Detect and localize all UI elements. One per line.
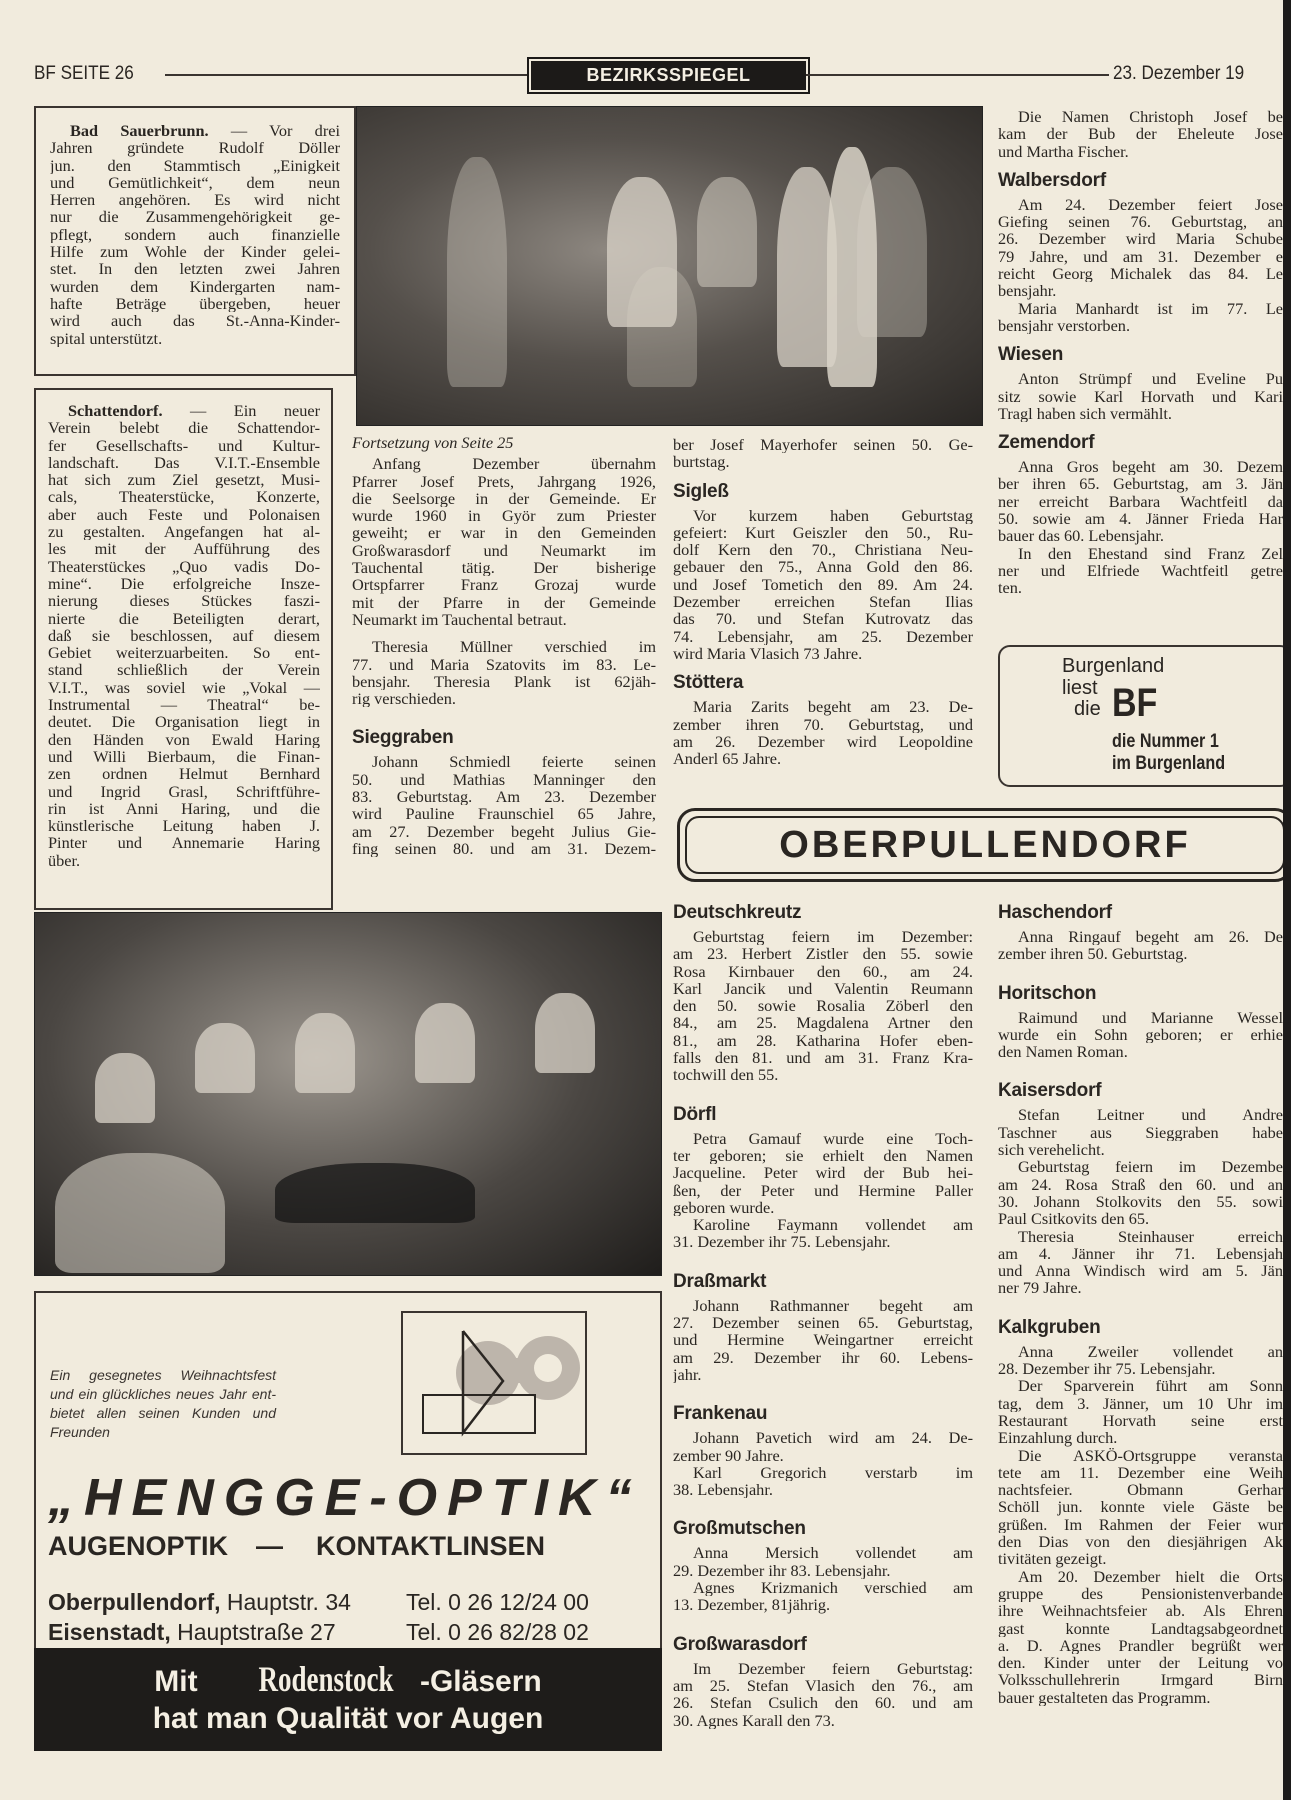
text-line: Karl Gregorich verstarb im [693,1463,973,1482]
text-line: tivitäten gezeigt. [998,1550,1107,1568]
text-line: Der Sparverein führt am Sonn [1018,1377,1283,1395]
page-binding-edge [1283,0,1291,1800]
paragraph-spacer [352,707,656,717]
branch-street: Hauptstr. 34 [226,1589,351,1615]
article-line: Jahren gründete Rudolf Döller [50,139,340,157]
text-line: Maria Manhardt ist im 77. Le [1018,299,1283,317]
text-line: wurde ein Sohn geboren; er erhie [998,1025,1283,1044]
text-line: fing seinen 80. und am 31. Dezem- [352,839,656,858]
text-line: ner erreicht Barbara Wachtfeitl da [998,492,1283,511]
text-line: 26. Stefan Csulich den 60. und am [673,1694,973,1712]
article-line: landschaft. Das V.I.T.-Ensemble [48,453,320,472]
text-line: bensjahr verstorben. [998,316,1131,335]
text-line: den. Kinder unter der Leitung vo [998,1654,1283,1672]
bf-promo-box [998,645,1291,787]
ad-brand-name: „HENGGE-OPTIK“ [48,1469,642,1527]
column-oberpullendorf-right [998,892,1283,1706]
article-line: Verein belebt die Schattendor- [48,419,320,437]
text-line: Rosa Kirnbauer den 60., am 24. [673,962,973,980]
article-line [50,122,340,139]
article-line: nierte die Beteiligten derart, [48,609,320,627]
text-line: ter geboren; sie erhielt den Namen [673,1146,973,1165]
text-line: die Seelsorge in der Gemeinde. Er [352,489,656,508]
text-line: ner und Elfriede Wachtfeitl getre [998,561,1283,580]
text-line: Ortspfarrer Franz Grozaj wurde [352,576,656,594]
place-heading: Zemendorf [998,432,1095,454]
text-line: ber Josef Mayerhofer seinen 50. Ge- [673,436,973,454]
article-line [48,402,320,419]
text-line: am 27. Dezember begeht Julius Gie- [352,822,656,840]
text-line: zember ihren 50. Geburtstag. [998,945,1188,963]
text-line: und Josef Tometich den 89. Am 24. [673,575,973,594]
text-line: Die Namen Christoph Josef be [1018,108,1283,126]
text-line: den Namen Roman. [998,1043,1128,1061]
band-rest: -Gläsern [419,1665,542,1698]
paragraph-spacer [673,1251,973,1261]
text-line: den Dias von den diesjährigen Ak [998,1533,1283,1551]
text-line: wird Pauline Fraunschiel 65 Jahre, [352,805,656,823]
text-line: ner 79 Jahre. [998,1279,1082,1297]
issue-date: 23. Dezember 19 [1113,63,1245,84]
text-line: zember 90 Jahre. [673,1446,784,1464]
greeting-line: Freunden [50,1424,110,1440]
promo-line2: liest [1062,677,1098,699]
article-text: — Ein neuer [162,402,320,420]
place-heading: Frankenau [673,1403,768,1425]
paragraph-spacer [352,628,656,638]
promo-line3: die [1074,698,1101,720]
text-line: 31. Dezember ihr 75. Lebensjahr. [673,1233,891,1251]
article-lead: Schattendorf. [68,402,163,420]
article-line: hat sich zum Ziel gesetzt, Musi- [48,471,320,489]
place-heading: Horitschon [998,982,1097,1004]
text-line: grüßen. Im Rahmen der Feier wur [998,1515,1283,1534]
band-slogan: hat man Qualität vor Augen [152,1702,544,1735]
text-line: tag, dem 3. Jänner, um 10 Uhr im [998,1394,1283,1412]
text-line: geweiht; er war in den Gemeinden [352,524,656,542]
text-line: am 24. Rosa Straß den 60. und an [998,1175,1283,1193]
promo-tagline-2: im Burgenland [1112,753,1226,774]
text-line: Geburtstag feiern im Dezembe [1018,1158,1283,1176]
text-line: 26. Dezember wird Maria Schube [998,230,1283,248]
text-line: Petra Gamauf wurde eine Toch- [693,1129,973,1147]
article-lead: Bad Sauerbrunn. [70,122,209,140]
text-line: 83. Geburtstag. Am 23. Dezember [352,788,656,806]
text-line: wird Maria Vlasich 73 Jahre. [673,644,863,663]
branch-city: Eisenstadt, [48,1619,171,1645]
text-line: tete am 11. Dezember eine Weih [998,1463,1283,1482]
text-line: gruppe des Pensionistenverbande [998,1584,1283,1603]
text-line: Raimund und Marianne Wessel [1018,1008,1283,1026]
ad-service-dash: — [256,1531,283,1561]
text-line: 29. Dezember ihr 83. Lebensjahr. [673,1561,891,1580]
text-line: Im Dezember feiern Geburtstag: [693,1659,973,1677]
article-line: wurden dem Kindergarten nam- [50,277,340,295]
text-line: Jacqueline. Peter wird der Bub hei- [673,1164,973,1182]
article-line: Herren angehören. Es wird nicht [50,191,340,209]
text-line: a. D. Agnes Prandler begrüßt wer [998,1636,1283,1655]
text-line: Großwarasdorf und Neumarkt im [352,541,656,560]
header-rule-right [806,74,1109,76]
text-line: 13. Dezember, 81jährig. [673,1596,831,1614]
article-line: spital unterstützt. [50,329,163,347]
text-line: 27. Dezember seinen 65. Geburtstag, [673,1314,973,1332]
greeting-line: und ein glückliches neues Jahr ent- [50,1386,276,1402]
place-heading: Sigleß [673,480,729,502]
place-heading: Draßmarkt [673,1270,767,1292]
text-line: den 50. sowie Rosalia Zöberl den [673,997,973,1015]
text-line: Pfarrer Josef Prets, Jahrgang 1926, [352,472,656,490]
text-line: rig verschieden. [352,690,456,708]
text-line: das 70. und Stefan Kutrovatz das [673,610,973,628]
text-line: Dezember erreichen Stefan Ilias [673,593,973,611]
text-line: Anna Zweiler vollendet an [1018,1342,1283,1361]
text-line: Theresia Steinhauser erreich [1018,1227,1283,1245]
greeting-line: bietet allen seinen Kunden und [50,1405,276,1421]
text-line: nachtsfeier. Obmann Gerhar [998,1481,1283,1499]
text-line: am 29. Dezember ihr 60. Lebens- [673,1348,973,1366]
article-line: Instrumental — Theatral“ be- [48,696,320,714]
article-line: V.I.T., was soviel wie „Vokal — [48,678,320,697]
column-oberpullendorf-left [673,892,973,1729]
text-line: Theresia Müllner verschied im [372,638,656,656]
text-line: Tragl haben sich vermählt. [998,404,1172,423]
text-line: Anna Mersich vollendet am [693,1544,973,1562]
article-line: rin ist Anni Haring, und die [48,799,320,818]
article-line: Gebiet weiterzuarbeiten. So ent- [48,644,320,662]
section-masthead: BEZIRKSSPIEGEL [527,57,810,94]
place-heading: Stöttera [673,672,744,694]
text-line: Einzahlung durch. [998,1429,1118,1447]
text-line: Schöll jun. konnte viele Gäste be [998,1498,1283,1516]
text-line: bauer gestalteten das Programm. [998,1688,1211,1706]
article-line: cals, Theaterstücke, Konzerte, [48,488,320,506]
optik-logo [401,1311,587,1455]
text-line: kam der Bub der Eheleute Jose [998,125,1283,143]
ad-rodenstock-band [34,1648,662,1751]
place-heading: Kaisersdorf [998,1080,1102,1102]
text-line: bauer das 60. Lebensjahr. [998,527,1164,545]
ad-branch-2 [48,1619,336,1646]
text-line: Giefing seinen 76. Geburtstag, an [998,213,1283,231]
branch-phone: Tel. 0 26 12/24 00 [406,1589,589,1615]
text-line: Stefan Leitner und Andre [1018,1106,1283,1124]
branch-city: Oberpullendorf, [48,1589,221,1615]
column-right-top [998,108,1283,597]
place-heading: Kalkgruben [998,1316,1101,1338]
article-line: jun. den Stammtisch „Einigkeit [50,156,340,174]
text-line: 30. Agnes Karall den 73. [673,1711,835,1729]
article-line: und Willi Bierbaum, die Finan- [48,747,320,766]
promo-line1: Burgenland [1062,655,1165,677]
paragraph-spacer [673,1614,973,1624]
text-line: 81., am 28. Katharina Hofer eben- [673,1031,973,1050]
text-line: Karl Jancik und Valentin Reumann [673,979,973,998]
ad-greeting [50,1366,276,1442]
text-line: Taschner aus Sieggraben habe [998,1123,1283,1142]
paragraph-spacer [673,1084,973,1094]
paragraph-spacer [998,1297,1283,1307]
continuation-caption: Fortsetzung von Seite 25 [352,433,514,452]
text-line: und Martha Fischer. [998,142,1129,160]
text-line: am 23. Herbert Zistler den 55. sowie [673,945,973,963]
text-line: 28. Dezember ihr 75. Lebensjahr. [998,1360,1216,1378]
text-line: 50. sowie am 4. Jänner Frieda Har [998,510,1283,528]
photo-stammtisch-group [356,106,983,426]
text-line: mit der Pfarre in der Gemeinde [352,593,656,611]
text-line: 84., am 25. Magdalena Artner den [673,1014,973,1032]
text-line: gebauer den 75., Anna Gold den 86. [673,558,973,576]
text-line: Anton Strümpf und Eveline Pu [1018,370,1283,388]
text-line: 79 Jahre, und am 31. Dezember e [998,247,1283,266]
text-line: Johann Schmiedl feierte seinen [372,753,656,771]
article-line: aber auch Feste und Polonaisen [48,505,320,524]
article-line: daß sie beschlossen, auf diesem [48,626,320,645]
article-line: Hilfe zum Wohle der Kinder gelei- [50,243,340,261]
promo-tagline-1: die Nummer 1 [1112,731,1219,752]
article-line: nierung dieses Stückes faszi- [48,592,320,610]
ad-hengge-optik [34,1291,662,1751]
page-number: BF SEITE 26 [34,63,134,84]
text-line: Agnes Krizmanich verschied am [693,1579,973,1597]
article-line: den Händen von Ewald Haring [48,730,320,748]
paragraph-spacer [673,1383,973,1393]
article-line: und Gemütlichkeit“, dem neun [50,173,340,192]
text-line: ber ihren 65. Geburtstag, am 3. Jän [998,475,1283,493]
column-continuation [352,434,656,857]
article-line: stand schließlich der Verein [48,661,320,679]
text-line: Die ASKÖ-Ortsgruppe veransta [1018,1446,1283,1464]
text-line: Anderl 65 Jahre. [673,750,782,768]
article-line: deutet. Die Organisation liegt in [48,713,320,731]
article-line: Pinter und Annemarie Haring [48,834,320,852]
article-line: zen ordnen Helmut Bernhard [48,765,320,783]
text-line: Maria Zarits begeht am 23. De- [693,698,973,716]
place-heading: Großmutschen [673,1518,806,1540]
text-line: Johann Pavetich wird am 24. De- [693,1429,973,1447]
place-heading: Walbersdorf [998,169,1106,191]
branch-street: Hauptstraße 27 [177,1619,336,1645]
article-line: Theaterstückes „Quo vadis Do- [48,557,320,575]
paragraph-spacer [998,963,1283,973]
text-line: reicht Georg Michalek das 84. Le [998,265,1283,283]
text-line: ßen, der Peter und Hermine Paller [673,1181,973,1199]
header-rule-left [165,74,527,76]
article-line: les mit der Aufführung des [48,540,320,558]
text-line: In den Ehestand sind Franz Zel [1018,544,1283,562]
article-schattendorf [34,388,333,910]
text-line: Geburtstag feiern im Dezember: [693,928,973,946]
text-line: Karoline Faymann vollendet am [693,1216,973,1234]
article-line: und Ingrid Grasl, Schriftführe- [48,782,320,800]
text-line: Restaurant Horvath seine erst [998,1411,1283,1430]
article-line: stet. In den letzten zwei Jahren [50,260,340,278]
ad-service-lenses: KONTAKTLINSEN [316,1531,545,1561]
place-heading: Haschendorf [998,902,1112,923]
column-local-news [673,436,973,767]
text-line: Anfang Dezember übernahm [372,455,656,473]
branch-phone: Tel. 0 26 82/28 02 [406,1619,589,1645]
text-line: Tauchental tätig. Der bisherige [352,559,656,577]
article-bad-sauerbrunn [34,106,356,376]
text-line: dolf Kern den 70., Christiana Neu- [673,541,973,559]
text-line: 74. Lebensjahr, am 25. Dezember [673,627,973,645]
text-line: 50. und Mathias Manninger den [352,770,656,789]
text-line: am 4. Jänner ihr 71. Lebensjah [998,1244,1283,1263]
text-line: 30. Johann Stolkovits den 55. sowi [998,1192,1283,1211]
ad-service-optics: AUGENOPTIK [48,1531,229,1561]
article-line: über. [48,851,81,870]
text-line: und Anna Windisch wird am 5. Jän [998,1262,1283,1280]
text-line: Am 24. Dezember feiert Jose [1018,195,1283,214]
article-line: pflegt, sondern auch finanzielle [50,225,340,244]
region-banner [677,808,1291,882]
text-line: gefeiert: Kurt Geiszler den 50., Ru- [673,523,973,542]
ad-branch-1 [48,1589,351,1616]
article-line: wird auch das St.-Anna-Kinder- [50,312,340,330]
text-line: Vor kurzem haben Geburtstag [693,506,973,524]
text-line: und Hermine Weingartner erreicht [673,1331,973,1349]
article-line: mine“. Die erfolgreiche Insze- [48,574,320,593]
place-heading: Deutschkreutz [673,902,802,923]
place-heading: Großwarasdorf [673,1633,807,1655]
region-title: OBERPULLENDORF [685,816,1285,874]
article-line: nur die Zusammengehörigkeit ge- [50,208,340,226]
rodenstock-logo: Rodenstock [258,1659,394,1699]
text-line: tochwill den 55. [673,1066,779,1084]
article-text: — Vor drei [208,122,340,140]
text-line: am 26. Dezember wird Leopoldine [673,732,973,751]
text-line: Anna Ringauf begeht am 26. De [1018,928,1283,946]
text-line: ihre Weihnachtsfeier ab. Als Ehren [998,1602,1283,1620]
text-line: sitz sowie Karl Horvath und Kari [998,387,1283,405]
text-line: falls den 81. und am 31. Franz Kra- [673,1049,973,1067]
text-line: geboren wurde. [673,1198,775,1217]
text-line: bensjahr. [998,282,1057,300]
article-line: fer Gesellschafts- und Kultur- [48,436,320,454]
text-line: Volksschullehrerin Irmgard Birn [998,1671,1283,1689]
text-line: Anna Gros begeht am 30. Dezem [1018,458,1283,476]
bf-logo: BF [1112,681,1158,725]
text-line: sich verehelicht. [998,1141,1105,1159]
text-line: Johann Rathmanner begeht am [693,1296,973,1315]
text-line: 77. und Maria Szatovits im 83. Le- [352,655,656,673]
text-line: gast konnte Landtagsabgeordnet [998,1619,1283,1637]
text-line: Neumarkt im Tauchental betraut. [352,610,567,629]
band-mit: Mit [154,1665,198,1698]
text-line: wurde 1960 in Györ zum Priester [352,507,656,525]
place-heading: Sieggraben [352,727,454,749]
place-heading: Wiesen [998,344,1064,366]
article-line: zu gestalten. Angefangen hat al- [48,523,320,541]
text-line: ten. [998,579,1022,597]
photo-vit-ensemble [34,912,662,1276]
article-line: hafte Beträge übergeben, heuer [50,294,340,313]
paragraph-spacer [673,1498,973,1508]
text-line: zember ihren 70. Geburtstag, und [673,715,973,733]
greeting-line: Ein gesegnetes Weihnachtsfest [50,1367,276,1383]
place-heading: Dörfl [673,1103,717,1125]
paragraph-spacer [998,1060,1283,1070]
article-line: künstlerische Leitung haben J. [48,817,320,835]
text-line: burtstag. [673,453,730,471]
text-line: bensjahr. Theresia Plank ist 62jäh- [352,672,656,691]
text-line: 38. Lebensjahr. [673,1481,773,1499]
text-line: jahr. [673,1365,702,1384]
text-line: am 25. Stefan Vlasich den 76., am [673,1676,973,1695]
text-line: Paul Csitkovits den 65. [998,1210,1150,1228]
text-line: Am 20. Dezember hielt die Orts [1018,1567,1283,1585]
